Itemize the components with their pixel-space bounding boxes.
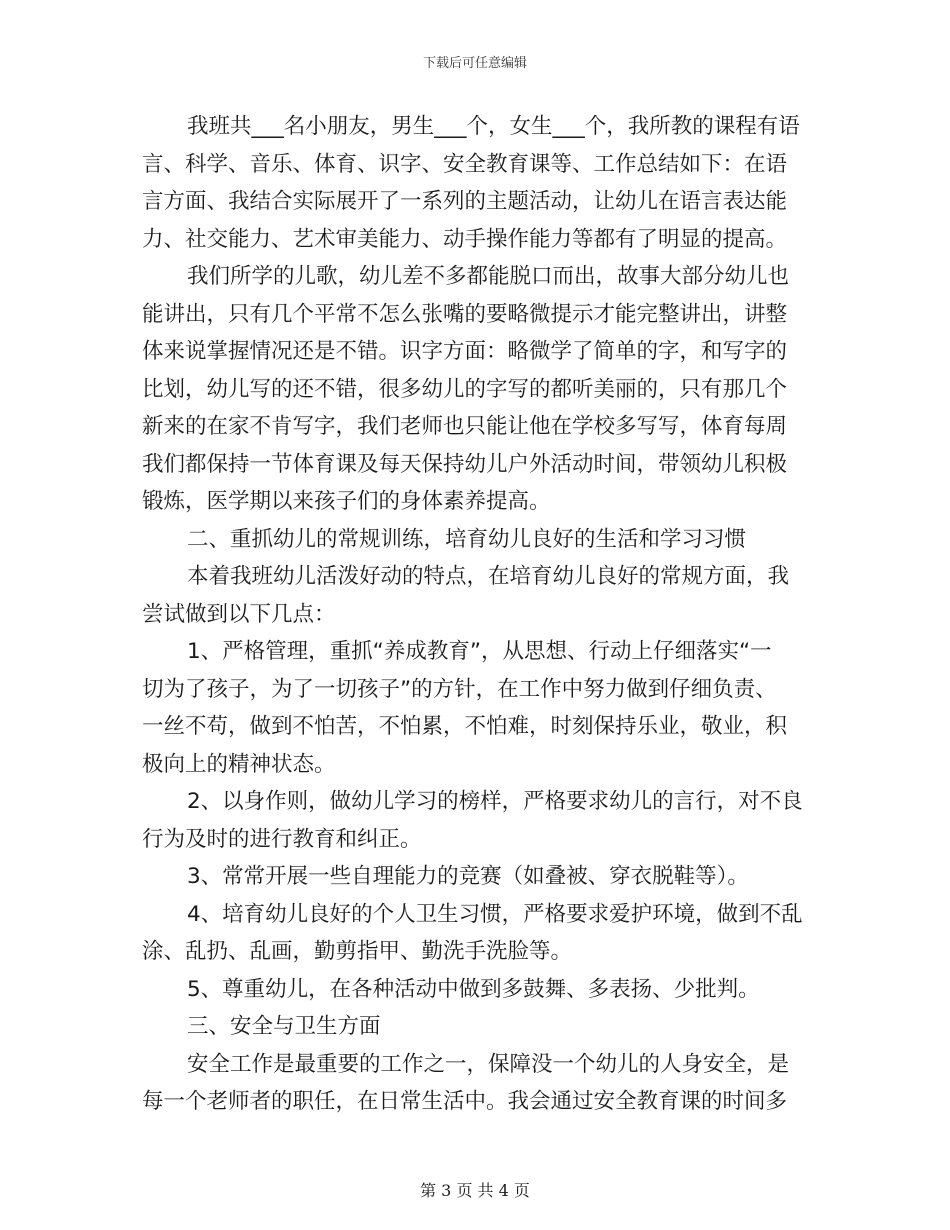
text-line: 言方面、我结合实际展开了一系列的主题活动，让幼儿在语言表达能 — [142, 189, 788, 214]
text-line: 涂、乱扔、乱画，勤剪指甲、勤洗手洗脸等。 — [142, 939, 573, 964]
text-line: 我们都保持一节体育课及每天保持幼儿户外活动时间，带领幼儿积极 — [142, 451, 788, 477]
text-line: 二、重抓幼儿的常规训练，培育幼儿良好的生活和学习习惯 — [187, 526, 747, 552]
text-line: 体来说掌握情况还是不错。识字方面：略微学了简单的字，和写字的 — [142, 339, 788, 364]
text-line: 我班共___名小朋友，男生___个，女生___个，我所教的课程有语 — [187, 114, 800, 139]
text-line: 5、尊重幼儿，在各种活动中做到多鼓舞、多表扬、少批判。 — [187, 976, 760, 1002]
text-line: 本着我班幼儿活泼好动的特点，在培育幼儿良好的常规方面，我 — [187, 564, 790, 589]
text-line: 尝试做到以下几点： — [142, 601, 336, 627]
text-line: 1、严格管理，重抓“养成教育”，从思想、行动上仔细落实“一 — [187, 639, 772, 664]
text-line: 安全工作是最重要的工作之一，保障没一个幼儿的人身安全，是 — [187, 1051, 790, 1077]
text-line: 比划，幼儿写的还不错，很多幼儿的字写的都听美丽的，只有那几个 — [142, 376, 788, 402]
text-line: 极向上的精神状态。 — [142, 751, 336, 777]
text-line: 我们所学的儿歌，幼儿差不多都能脱口而出，故事大部分幼儿也 — [187, 264, 790, 289]
text-line: 言、科学、音乐、体育、识字、安全教育课等、工作总结如下：在语 — [142, 151, 788, 177]
text-line: 切为了孩子，为了一切孩子”的方针，在工作中努力做到仔细负责、 — [142, 676, 777, 702]
text-line: 一丝不苟，做到不怕苦，不怕累，不怕难，时刻保持乐业，敬业，积 — [142, 714, 788, 739]
text-line: 新来的在家不肯写字，我们老师也只能让他在学校多写写，体育每周 — [142, 414, 788, 439]
text-line: 能讲出，只有几个平常不怎么张嘴的要略微提示才能完整讲出，讲整 — [142, 301, 788, 327]
text-line: 3、常常开展一些自理能力的竞赛（如叠被、穿衣脱鞋等）。 — [187, 864, 749, 889]
text-line: 4、培育幼儿良好的个人卫生习惯，严格要求爱护环境，做到不乱 — [187, 901, 803, 927]
page-footer: 第 3 页 共 4 页 — [420, 1181, 530, 1200]
text-line: 行为及时的进行教育和纠正。 — [142, 826, 422, 852]
text-line: 每一个老师者的职任，在日常生活中。我会通过安全教育课的时间多 — [142, 1089, 788, 1114]
text-line: 三、安全与卫生方面 — [187, 1014, 381, 1039]
document-body — [142, 108, 808, 1121]
text-line: 2、以身作则，做幼儿学习的榜样，严格要求幼儿的言行，对不良 — [187, 789, 803, 814]
page-header: 下载后可任意编辑 — [422, 56, 527, 71]
text-line: 锻炼，医学期以来孩子们的身体素养提高。 — [142, 489, 551, 514]
text-line: 力、社交能力、艺术审美能力、动手操作能力等都有了明显的提高。 — [142, 226, 788, 252]
